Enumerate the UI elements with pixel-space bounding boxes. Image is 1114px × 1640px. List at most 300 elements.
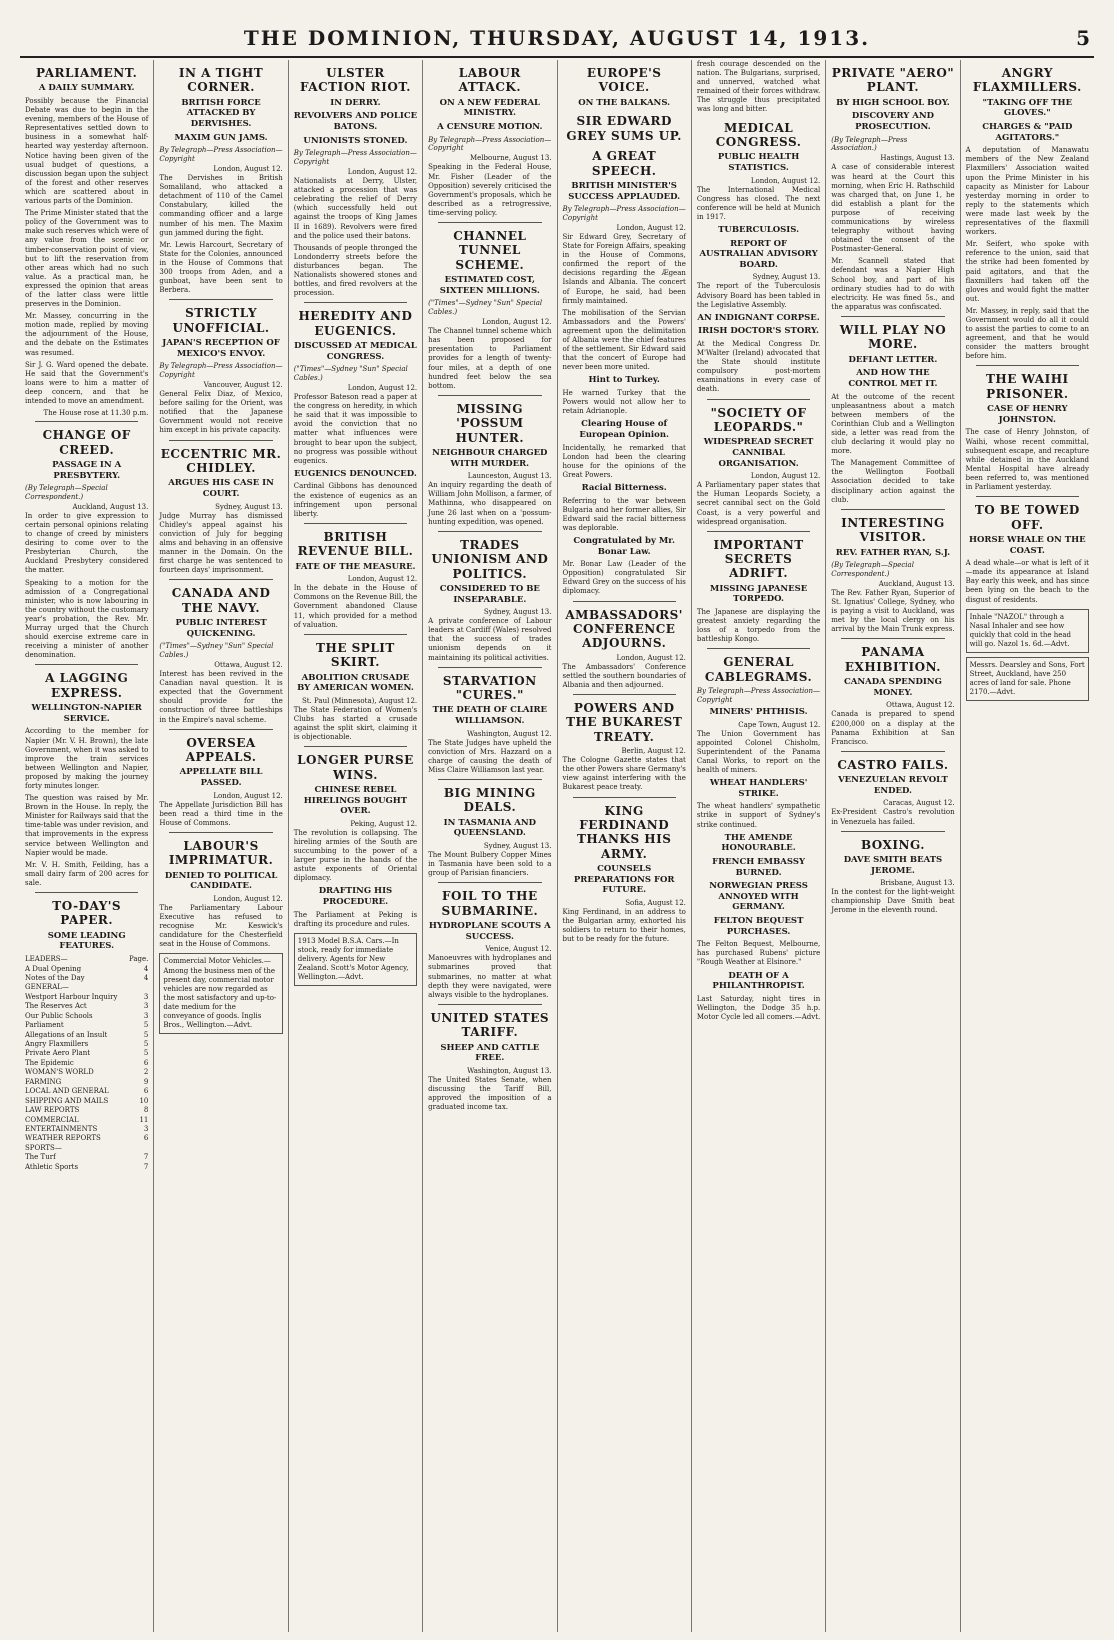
headline: INTERESTING VISITOR. bbox=[841, 515, 945, 545]
article-paragraph: The State Judges have upheld the conviction of Mrs. Hazzard on a charge of causing the death of Miss Claire Williamson last year. bbox=[428, 738, 552, 774]
contents-page: 3 bbox=[143, 1124, 149, 1133]
contents-label: Westport Harbour Inquiry bbox=[25, 992, 118, 1001]
dateline: London, August 12. bbox=[213, 791, 283, 800]
subheading: CONSIDERED TO BE INSEPARABLE. bbox=[439, 583, 540, 605]
subheading: FATE OF THE MEASURE. bbox=[295, 561, 416, 572]
subheading: EUGENICS DENOUNCED. bbox=[294, 468, 417, 479]
column-rule bbox=[304, 634, 407, 635]
article-paragraph: Mr. V. H. Smith, Feilding, has a small dairy farm of 200 acres for sale. bbox=[25, 860, 149, 887]
article-paragraph: Last Saturday, night tires in Wellington, the Dodge 35 h.p. Motor Cycle led all comers.—Advt. bbox=[696, 994, 821, 1022]
subheading: MINERS' PHTHISIS. bbox=[709, 707, 808, 718]
contents-page: 5 bbox=[143, 1021, 149, 1030]
headline: CHANGE OF CREED. bbox=[42, 428, 131, 457]
article-paragraph: Mr. Massey, in reply, said that the Government would do all it could to assist the parties to come to an agreement, and that he would consider the matters brought before him. bbox=[965, 306, 1089, 361]
contents-label: The Turf bbox=[25, 1153, 56, 1162]
column-6 bbox=[692, 60, 826, 1632]
headline: ECCENTRIC MR. CHIDLEY. bbox=[160, 446, 282, 475]
contents-label: LEADERS— bbox=[25, 955, 68, 964]
contents-row bbox=[25, 1078, 148, 1087]
dateline: Caracas, August 12. bbox=[883, 799, 955, 808]
article-paragraph: Possibly because the Financial Debate was due to begin in the evening, members of the House of Representatives settled down to business in a somewhat half-hearted way yesterday afternoon. Notice having been given of the usual budget of questions, a discussion began upon the subject of the forest and other reserves which are scattered about in various parts of the Dominion. bbox=[25, 97, 149, 206]
subheading: CHINESE REBEL HIRELINGS BOUGHT OVER. bbox=[303, 784, 408, 817]
subheading: TUBERCULOSIS. bbox=[718, 224, 800, 235]
article-paragraph: In order to give expression to certain personal opinions relating to change of creed by ministers desiring to come over to the Presbyterian Church, the Auckland Presbytery considered the matter. bbox=[25, 511, 149, 575]
subheading: AN INDIGNANT CORPSE. bbox=[697, 312, 820, 323]
article-paragraph: The mobilisation of the Servian Ambassadors and the Powers' agreement upon the delimitation of Albania were the chief features of the settlement. Sir Edward said that the concert of Europe had never been more united. bbox=[562, 308, 686, 372]
subheading: Hint to Turkey. bbox=[588, 375, 660, 386]
contents-label: Notes of the Day bbox=[25, 973, 85, 982]
contents-page: 8 bbox=[143, 1106, 149, 1115]
subheading: DENIED TO POLITICAL CANDIDATE. bbox=[164, 870, 278, 892]
contents-label: The Epidemic bbox=[25, 1058, 74, 1067]
contents-label: Our Public Schools bbox=[25, 1011, 93, 1020]
contents-label: Allegations of an Insult bbox=[25, 1030, 108, 1039]
subheading: COUNSELS PREPARATIONS FOR FUTURE. bbox=[573, 864, 675, 896]
article-paragraph: Mr. Massey, concurring in the motion made, replied by moving the adjournment of the House, and the debate on the Estimates was resumed. bbox=[25, 312, 149, 357]
subheading: ON A NEW FEDERAL MINISTRY. bbox=[439, 97, 541, 119]
article-paragraph: fresh courage descended on the nation. The Bulgarians, surprised, and unnerved, watched what remained of their forces withdraw. The struggle thus precipitated was long and bitter. bbox=[696, 60, 821, 114]
advertisement: Inhale "NAZOL" through a Nasal Inhaler and see how quickly that cold in the head will go. Nazol 1s. 6d.—Advt. bbox=[966, 609, 1089, 653]
contents-row bbox=[25, 1097, 148, 1106]
dateline: Sofia, August 12. bbox=[625, 899, 686, 907]
subheading: THE DEATH OF CLAIRE WILLIAMSON. bbox=[432, 705, 547, 727]
headline: UNITED STATES TARIFF. bbox=[430, 1010, 550, 1040]
headline: STARVATION "CURES." bbox=[442, 673, 537, 703]
contents-page: 6 bbox=[143, 1087, 149, 1096]
contents-row bbox=[25, 1163, 148, 1172]
contents-page: Page. bbox=[128, 955, 149, 964]
dateline: Peking, August 12. bbox=[350, 819, 418, 828]
column-rule bbox=[35, 664, 138, 665]
headline: PANAMA EXHIBITION. bbox=[844, 645, 941, 674]
subheading: Congratulated by Mr. Bonar Law. bbox=[573, 535, 675, 557]
headline: GENERAL CABLEGRAMS. bbox=[704, 655, 813, 684]
subheading: BY HIGH SCHOOL BOY. bbox=[836, 97, 950, 108]
column-8 bbox=[961, 60, 1094, 1632]
contents-row bbox=[25, 965, 148, 974]
headline: "SOCIETY OF LEOPARDS." bbox=[710, 405, 807, 434]
contents-label: A Dual Opening bbox=[25, 964, 82, 973]
column-1 bbox=[20, 60, 154, 1632]
column-rule bbox=[35, 421, 138, 422]
column-4 bbox=[423, 60, 557, 1632]
column-rule bbox=[438, 779, 541, 780]
contents-page: 3 bbox=[143, 1002, 149, 1011]
headline: KING FERDINAND THANKS HIS ARMY. bbox=[576, 803, 672, 861]
contents-page: 5 bbox=[143, 1030, 149, 1039]
byline: ("Times"—Sydney "Sun" Special Cables.) bbox=[159, 642, 274, 659]
masthead-title: THE DOMINION, THURSDAY, AUGUST 14, 1913. bbox=[243, 26, 871, 50]
column-rule bbox=[573, 601, 676, 602]
dateline: Sydney, August 13. bbox=[483, 608, 552, 617]
contents-row bbox=[25, 983, 148, 992]
headline: OVERSEA APPEALS. bbox=[185, 735, 257, 765]
contents-label: Private Aero Plant bbox=[25, 1049, 91, 1058]
byline: (By Telegraph—Special Correspondent.) bbox=[831, 561, 914, 578]
contents-row bbox=[25, 1049, 148, 1058]
page-number: 5 bbox=[1076, 26, 1090, 50]
contents-row bbox=[25, 1012, 148, 1021]
contents-row bbox=[25, 1125, 148, 1134]
column-rule bbox=[438, 667, 541, 668]
contents-label: Angry Flaxmillers bbox=[25, 1040, 89, 1049]
article-paragraph: The Cologne Gazette states that the other Powers share Germany's view against interfering with the Bukarest peace treaty. bbox=[562, 756, 686, 792]
advertisement: Commercial Motor Vehicles.—Among the business men of the present day, commercial motor vehicles are now regarded as the most satisfactory and up-to-date medium for the conveyance of goods. Inglis Bros., Wellington.—Advt. bbox=[159, 953, 282, 1034]
article-paragraph: He warned Turkey that the Powers would not allow her to retain Adrianople. bbox=[562, 389, 686, 416]
dateline: Hastings, August 13. bbox=[880, 154, 955, 163]
subheading: CANADA SPENDING MONEY. bbox=[844, 677, 942, 698]
contents-row bbox=[25, 1068, 148, 1077]
contents-page: 5 bbox=[143, 1049, 149, 1058]
dateline: Venice, August 12. bbox=[485, 945, 552, 954]
byline: (By Telegraph—Press Association.) bbox=[831, 135, 908, 153]
subheading: PUBLIC HEALTH STATISTICS. bbox=[717, 152, 800, 173]
subheading: A CENSURE MOTION. bbox=[437, 122, 543, 133]
byline: By Telegraph—Press Association—Copyright bbox=[293, 149, 417, 166]
article-paragraph: Mr. Scannell stated that defendant was a Napier High School boy, and part of his ordinary studies had to do with electricity. He was fined 5s., and the apparatus was confiscated. bbox=[831, 257, 955, 311]
subheading: WIDESPREAD SECRET CANNIBAL ORGANISATION. bbox=[703, 437, 814, 469]
contents-row bbox=[25, 955, 148, 964]
column-rule bbox=[841, 751, 944, 752]
contents-label: SPORTS— bbox=[25, 1143, 62, 1152]
byline: By Telegraph—Press Association—Copyright bbox=[428, 135, 552, 153]
contents-page: 3 bbox=[143, 1011, 149, 1020]
subheading: FELTON BEQUEST PURCHASES. bbox=[713, 916, 804, 937]
dateline: Berlin, August 12. bbox=[621, 747, 686, 756]
column-rule bbox=[438, 222, 541, 223]
contents-page: 7 bbox=[143, 1162, 149, 1171]
column-rule bbox=[169, 832, 272, 833]
contents-label: FARMING bbox=[25, 1077, 62, 1086]
subheading: DRAFTING HIS PROCEDURE. bbox=[318, 886, 393, 907]
article-paragraph: An inquiry regarding the death of William John Mollison, a farmer, of Mathinna, who disappeared on June 26 last when on a 'possum-hunting expedition, was opened. bbox=[428, 481, 552, 526]
subheading: FRENCH EMBASSY BURNED. bbox=[712, 856, 806, 878]
headline: CASTRO FAILS. bbox=[837, 757, 949, 772]
contents-page: 7 bbox=[143, 1153, 149, 1162]
column-rule bbox=[707, 531, 810, 532]
article-paragraph: The wheat handlers' sympathetic strike in support of Sydney's strike continued. bbox=[696, 802, 821, 829]
contents-page: 6 bbox=[143, 1134, 149, 1143]
contents-row bbox=[25, 1153, 148, 1162]
article-paragraph: The Rev. Father Ryan, Superior of St. Ignatius' College, Sydney, who is paying a visit to Auckland, was met by the local clergy on his arrival by the Main Trunk express. bbox=[831, 588, 955, 634]
advertisement: Messrs. Dearsley and Sons, Fort Street, Auckland, have 250 acres of land for sale. Phone 2170.—Advt. bbox=[966, 657, 1089, 701]
dateline: London, August 12. bbox=[213, 165, 283, 174]
contents-page bbox=[126, 1144, 148, 1153]
contents-page: 4 bbox=[143, 973, 149, 982]
advertisement: 1913 Model B.S.A. Cars.—In stock, ready for immediate delivery. Agents for New Zealand. Scott's Motor Agency, Wellington.—Advt. bbox=[294, 933, 417, 986]
byline: (By Telegraph—Special Correspondent.) bbox=[25, 484, 108, 501]
contents-label: Parliament bbox=[25, 1021, 64, 1030]
subheading: HORSE WHALE ON THE COAST. bbox=[968, 534, 1086, 556]
subheading: SOME LEADING FEATURES. bbox=[47, 930, 126, 952]
subheading: THE AMENDE HONOURABLE. bbox=[721, 832, 796, 854]
column-rule bbox=[976, 496, 1079, 497]
contents-row bbox=[25, 993, 148, 1002]
contents-row bbox=[25, 1002, 148, 1011]
contents-page: 9 bbox=[143, 1077, 149, 1086]
article-paragraph: The Dervishes in British Somaliland, who attacked a detachment of 110 of the Camel Constabulary, killed the commanding officer and a large number of his men. The Maxim gun jammed during the fight. bbox=[159, 174, 283, 237]
dateline: Melbourne, August 13. bbox=[469, 154, 552, 163]
subheading: BRITISH FORCE ATTACKED BY DERVISHES. bbox=[181, 97, 261, 130]
byline: By Telegraph—Press Association—Copyright bbox=[159, 362, 283, 379]
article-paragraph: The Felton Bequest, Melbourne, has purchased Rubens' picture "Rough Weather at Elsinore." bbox=[696, 940, 821, 967]
subheading: MAXIM GUN JAMS. bbox=[174, 132, 268, 143]
contents-row bbox=[25, 1031, 148, 1040]
headline: CANADA AND THE NAVY. bbox=[171, 586, 271, 615]
dateline: Washington, August 12. bbox=[467, 729, 552, 738]
article-paragraph: The Parliament at Peking is drafting its procedure and rules. bbox=[293, 910, 418, 928]
headline: HEREDITY AND EUGENICS. bbox=[298, 309, 413, 338]
contents-label: LAW REPORTS bbox=[25, 1106, 80, 1115]
dateline: Auckland, August 13. bbox=[878, 579, 955, 588]
subheading: IRISH DOCTOR'S STORY. bbox=[698, 326, 819, 337]
article-columns bbox=[20, 60, 1094, 1632]
column-rule bbox=[304, 523, 407, 524]
subheading: A DAILY SUMMARY. bbox=[38, 83, 135, 94]
subheading: JAPAN'S RECEPTION OF MEXICO'S ENVOY. bbox=[162, 338, 280, 359]
column-5 bbox=[558, 60, 692, 1632]
contents-label: ENTERTAINMENTS bbox=[25, 1124, 98, 1133]
article-paragraph: A Parliamentary paper states that the Human Leopards Society, a secret cannibal sect on the Gold Coast, is a very powerful and widespread organisation. bbox=[696, 481, 821, 526]
dateline: London, August 12. bbox=[616, 653, 686, 662]
subheading: NORWEGIAN PRESS ANNOYED WITH GERMANY. bbox=[709, 881, 808, 913]
article-paragraph: The case of Henry Johnston, of Waihi, whose recent committal, subsequent escape, and recapture while detained in the Auckland Mental Hospital have already been referred to, was mentioned in Parliament yesterday. bbox=[965, 428, 1089, 492]
article-paragraph: The Parliamentary Labour Executive has refused to recognise Mr. Keswick's candidature for the Chesterfield seat in the House of Commons. bbox=[159, 903, 283, 949]
dateline: Auckland, August 13. bbox=[72, 502, 149, 511]
subheading: Racial Bitterness. bbox=[581, 482, 667, 493]
subheading: AND HOW THE CONTROL MET IT. bbox=[848, 368, 938, 389]
column-rule bbox=[304, 746, 407, 747]
contents-row bbox=[25, 1040, 148, 1049]
subheading: DEATH OF A PHILANTHROPIST. bbox=[712, 970, 805, 992]
headline: WILL PLAY NO MORE. bbox=[839, 322, 947, 352]
contents-label: LOCAL AND GENERAL bbox=[25, 1087, 109, 1096]
article-paragraph: Cardinal Gibbons has denounced the existence of eugenics as an infringement upon personal liberty. bbox=[293, 482, 418, 518]
headline: THE SPLIT SKIRT. bbox=[316, 640, 395, 670]
dateline: Ottawa, August 12. bbox=[886, 701, 955, 710]
contents-label: The Reserves Act bbox=[25, 1002, 87, 1011]
article-paragraph: At the Medical Congress Dr. M'Walter (Ireland) advocated that the State should institute compulsory post-mortem examinations in every case of death. bbox=[696, 340, 821, 394]
column-rule bbox=[438, 882, 541, 883]
masthead bbox=[20, 22, 1094, 58]
subheading: ESTIMATED COST, SIXTEEN MILLIONS. bbox=[439, 275, 540, 296]
subheading: IN TASMANIA AND QUEENSLAND. bbox=[443, 817, 536, 839]
article-paragraph: Manoeuvres with hydroplanes and submarines proved that submarines, no matter at what depth they were navigated, were always visible to the hydroplanes. bbox=[428, 954, 552, 999]
article-paragraph: Sir J. G. Ward opened the debate. He said that the Government's loans were to him a matter of deep concern, and that he intended to move an amendment. bbox=[25, 360, 149, 406]
subheading: IN DERRY. bbox=[330, 97, 381, 108]
contents-label: Athletic Sports bbox=[25, 1162, 79, 1171]
headline: ANGRY FLAXMILLERS. bbox=[972, 66, 1082, 95]
headline: LONGER PURSE WINS. bbox=[297, 753, 414, 782]
column-rule bbox=[841, 831, 944, 832]
contents-label: WOMAN'S WORLD bbox=[25, 1068, 94, 1077]
contents-row bbox=[25, 1087, 148, 1096]
column-rule bbox=[707, 648, 810, 649]
subheading: DAVE SMITH BEATS JEROME. bbox=[843, 855, 943, 876]
headline: ULSTER FACTION RIOT. bbox=[299, 66, 411, 95]
column-rule bbox=[841, 509, 944, 510]
article-paragraph: Canada is prepared to spend £200,000 on a display at the Panama Exhibition at San Francisco. bbox=[831, 710, 955, 746]
contents-row bbox=[25, 1021, 148, 1030]
dateline: Washington, August 13. bbox=[467, 1066, 552, 1075]
headline: IN A TIGHT CORNER. bbox=[178, 66, 264, 95]
headline: BRITISH REVENUE BILL. bbox=[297, 529, 414, 559]
article-paragraph: The International Medical Congress has closed. The next conference will be held at Munich in 1917. bbox=[696, 185, 821, 221]
column-rule bbox=[304, 302, 407, 303]
headline: EUROPE'S VOICE. bbox=[586, 66, 662, 95]
headline: BOXING. bbox=[860, 837, 925, 852]
article-paragraph: The Union Government has appointed Colonel Chisholm, Superintendent of the Panama Canal Works, to report on the health of miners. bbox=[696, 729, 821, 775]
dateline: Cape Town, August 12. bbox=[738, 720, 821, 729]
article-paragraph: A private conference of Labour leaders at Cardiff (Wales) resolved that the success of trades unionism depends on it maintaining its political activities. bbox=[428, 617, 552, 662]
subheading: WHEAT HANDLERS' STRIKE. bbox=[709, 778, 808, 799]
article-paragraph: The question was raised by Mr. Brown in the House. In reply, the Minister for Railways said that the time-table was under revision, and that improvements in the express service between Wellington and Napier would be made. bbox=[25, 794, 149, 857]
article-paragraph: The Channel tunnel scheme which has been proposed for presentation to Parliament provides for a length of twenty-four miles, at a depth of one hundred feet below the sea bottom. bbox=[428, 327, 552, 390]
headline: TRADES UNIONISM AND POLITICS. bbox=[431, 537, 549, 581]
headline: A LAGGING EXPRESS. bbox=[45, 671, 129, 700]
subheading: "TAKING OFF THE GLOVES." bbox=[982, 97, 1073, 119]
subheading: ON THE BALKANS. bbox=[578, 97, 671, 108]
article-paragraph: A case of considerable interest was heard at the Court this morning, when Eric H. Rathschild was charged that, on June 1, he did establish a plant for the purpose of receiving communications by wireless telegraphy without having obtained the consent of the Postmaster-General. bbox=[831, 163, 955, 254]
dateline: St. Paul (Minnesota), August 12. bbox=[301, 696, 418, 705]
article-paragraph: A dead whale—or what is left of it—made its appearance at Island Bay early this week, and has since been lying on the beach to the disgust of residents. bbox=[965, 559, 1089, 604]
contents-row bbox=[25, 1116, 148, 1125]
subheading: ABOLITION CRUSADE BY AMERICAN WOMEN. bbox=[297, 672, 414, 694]
dateline: The House rose at 11.30 p.m. bbox=[43, 409, 149, 418]
headline: MEDICAL CONGRESS. bbox=[715, 120, 802, 149]
subheading: Clearing House of European Opinion. bbox=[579, 419, 669, 440]
byline: ("Times"—Sydney "Sun" Special Cables.) bbox=[428, 299, 543, 316]
headline: MISSING 'POSSUM HUNTER. bbox=[455, 401, 525, 445]
contents-row bbox=[25, 1059, 148, 1068]
subheading: BRITISH MINISTER'S SUCCESS APPLAUDED. bbox=[568, 180, 681, 202]
subheading: SHEEP AND CATTLE FREE. bbox=[440, 1042, 540, 1064]
article-paragraph: The Management Committee of the Wellington Football Association decided to take disciplinary action against the club. bbox=[831, 459, 955, 504]
headline: LABOUR'S IMPRIMATUR. bbox=[168, 838, 274, 868]
headline: POWERS AND THE BUKAREST TREATY. bbox=[566, 701, 683, 744]
article-paragraph: Sir Edward Grey, Secretary of State for Foreign Affairs, speaking in the House of Commons, confirmed the report of the decisions regarding the Ægean Islands and Albania. The concert of Europe, he said, had been firmly maintained. bbox=[562, 233, 686, 305]
column-rule bbox=[35, 892, 138, 893]
article-paragraph: The Prime Minister stated that the policy of the Government was to make such reserves which were of any value from the scenic or timber-conservation point of view, but to lift the reservation from other areas which had no such value. As a practical man, he expressed the opinion that areas of the latter class were little preserves in the Dominion. bbox=[25, 209, 149, 309]
article-paragraph: The Appellate Jurisdiction Bill has been read a third time in the House of Commons. bbox=[159, 800, 283, 827]
article-paragraph: The Mount Bulbery Copper Mines in Tasmania have been sold to a group of Parisian financiers. bbox=[428, 851, 552, 878]
article-paragraph: In the debate in the House of Commons on the Revenue Bill, the Government abandoned Clause 11, which provided for a method of valuation. bbox=[293, 584, 418, 629]
dateline: Launceston, August 13. bbox=[467, 472, 552, 481]
contents-label: WEATHER REPORTS bbox=[25, 1134, 101, 1143]
headline: SIR EDWARD GREY SUMS UP. bbox=[566, 114, 682, 143]
article-paragraph: Thousands of people thronged the Londonderry streets before the disturbances began. The Nationalists showered stones and bottles, and fired revolvers at the procession. bbox=[293, 243, 418, 298]
column-rule bbox=[976, 365, 1079, 366]
subheading: ARGUES HIS CASE IN COURT. bbox=[168, 478, 274, 499]
contents-row bbox=[25, 974, 148, 983]
article-paragraph: According to the member for Napier (Mr. V. H. Brown), the late Government, when it was asked to improve the train services between Wellington and Napier, proposed by making the journey forty minutes longer. bbox=[25, 727, 149, 791]
article-paragraph: Referring to the war between Bulgaria and her former allies, Sir Edward said the racial bitterness was deplorable. bbox=[562, 496, 686, 532]
article-paragraph: The report of the Tuberculosis Advisory Board has been tabled in the Legislative Assembly. bbox=[696, 282, 821, 309]
column-2 bbox=[154, 60, 288, 1632]
article-paragraph: The Japanese are displaying the greatest anxiety regarding the loss of a torpedo from the battleship Kongo. bbox=[696, 608, 821, 644]
column-rule bbox=[169, 729, 272, 730]
contents-page: 2 bbox=[143, 1068, 149, 1077]
byline: ("Times"—Sydney "Sun" Special Cables.) bbox=[293, 365, 408, 382]
byline: By Telegraph—Press Association—Copyright bbox=[159, 146, 283, 163]
subheading: NEIGHBOUR CHARGED WITH MURDER. bbox=[432, 448, 548, 469]
headline: TO BE TOWED OFF. bbox=[974, 503, 1080, 532]
dateline: London, August 12. bbox=[616, 224, 686, 232]
article-paragraph: The revolution is collapsing. The hireling armies of the South are succumbing to the power of a larger purse in the hands of the astute exponents of Oriental diplomacy. bbox=[293, 828, 418, 883]
subheading: DISCOVERY AND PROSECUTION. bbox=[851, 111, 935, 133]
column-rule bbox=[169, 440, 272, 441]
contents-page: 3 bbox=[143, 992, 149, 1001]
article-paragraph: The Ambassadors' Conference settled the southern boundaries of Albania and then adjourned. bbox=[562, 662, 686, 689]
column-3 bbox=[289, 60, 423, 1632]
article-paragraph: Mr. Lewis Harcourt, Secretary of State for the Colonies, announced in the House of Commons that 300 troops from Aden, and a gunboat, have been sent to Berbera. bbox=[159, 240, 283, 295]
article-paragraph: The United States Senate, when discussing the Tariff Bill, approved the imposition of a graduated income tax. bbox=[428, 1075, 552, 1112]
subheading: PUBLIC INTEREST QUICKENING. bbox=[175, 618, 267, 639]
contents-page: 11 bbox=[139, 1115, 149, 1124]
headline: BIG MINING DEALS. bbox=[443, 786, 536, 815]
dateline: London, August 12. bbox=[213, 894, 283, 903]
subheading: DEFIANT LETTER. bbox=[848, 354, 938, 365]
dateline: London, August 12. bbox=[750, 176, 821, 185]
column-rule bbox=[841, 316, 944, 317]
headline: FOIL TO THE SUBMARINE. bbox=[441, 889, 539, 918]
article-paragraph: Speaking in the Federal House, Mr. Fisher (Leader of the Opposition) severely criticised the Government's proposals, which he described as a retrogressive, time-serving policy. bbox=[428, 163, 552, 217]
contents-page bbox=[126, 983, 148, 992]
headline: LABOUR ATTACK. bbox=[458, 66, 522, 95]
contents-label: COMMERCIAL bbox=[25, 1115, 79, 1124]
subheading: PASSAGE IN A PRESBYTERY. bbox=[52, 459, 122, 481]
article-paragraph: Nationalists at Derry, Ulster, attacked a procession that was celebrating the relief of Derry (which successfully held out against the troops of King James II in 1689). Revolvers were fired and the police used their batons. bbox=[293, 177, 418, 240]
headline: AMBASSADORS' CONFERENCE ADJOURNS. bbox=[565, 607, 683, 651]
subheading: HYDROPLANE SCOUTS A SUCCESS. bbox=[428, 921, 551, 942]
subheading: REV. FATHER RYAN, S.J. bbox=[835, 547, 951, 558]
subheading: VENEZUELAN REVOLT ENDED. bbox=[838, 775, 948, 796]
article-paragraph: Judge Murray has dismissed Chidley's appeal against his conviction of July for begging alms and behaving in an offensive manner in the Domain. On the first charge he was sentenced to fourteen days' imprisonment. bbox=[159, 511, 283, 575]
dateline: London, August 12. bbox=[482, 318, 552, 327]
headline: STRICTLY UNOFFICIAL. bbox=[172, 306, 270, 335]
dateline: London, August 12. bbox=[347, 384, 418, 393]
headline: A GREAT SPEECH. bbox=[591, 149, 657, 178]
article-paragraph: Interest has been revived in the Canadian naval question. It is expected that the Government should provide for the construction of three battleships in the Empire's naval scheme. bbox=[159, 670, 283, 724]
column-rule bbox=[169, 299, 272, 300]
headline: PRIVATE "AERO" PLANT. bbox=[831, 66, 955, 95]
headline: THE WAIHI PRISONER. bbox=[985, 372, 1069, 401]
article-paragraph: A deputation of Manawatu members of the New Zealand Flaxmillers' Association waited upon the Prime Minister in his capacity as Minister for Labour yesterday morning in order to reply to the statements which were made last week by the representatives of the flaxmill workers. bbox=[965, 146, 1089, 237]
subheading: APPELLATE BILL PASSED. bbox=[179, 767, 263, 789]
contents-row bbox=[25, 1106, 148, 1115]
article-paragraph: Ex-President Castro's revolution in Venezuela has failed. bbox=[831, 808, 955, 826]
contents-page: 5 bbox=[143, 1040, 149, 1049]
contents-row bbox=[25, 1144, 148, 1153]
article-paragraph: Professor Bateson read a paper at the congress on heredity, in which he said that it was impossible to avoid the conviction that no matter what influences were brought to bear upon the subject, no progress was possible without eugenics. bbox=[293, 393, 418, 465]
article-paragraph: Mr. Seifert, who spoke with reference to the union, said that the strike had been fomented by paid agitators, and that the flaxmillers had taken off the gloves and would fight the matter out. bbox=[965, 240, 1089, 303]
dateline: Sydney, August 13. bbox=[752, 273, 821, 282]
column-rule bbox=[438, 531, 541, 532]
contents-row bbox=[25, 1134, 148, 1143]
column-rule bbox=[438, 395, 541, 396]
headline: CHANNEL TUNNEL SCHEME. bbox=[453, 229, 527, 272]
subheading: DISCUSSED AT MEDICAL CONGRESS. bbox=[294, 341, 417, 362]
subheading: WELLINGTON-NAPIER SERVICE. bbox=[31, 703, 142, 724]
subheading: CHARGES & "PAID AGITATORS." bbox=[982, 122, 1073, 143]
article-paragraph: The State Federation of Women's Clubs has started a crusade against the split skirt, claiming it is objectionable. bbox=[293, 705, 418, 742]
headline: TO-DAY'S PAPER. bbox=[52, 899, 122, 928]
headline: IMPORTANT SECRETS ADRIFT. bbox=[713, 537, 804, 581]
dateline: Ottawa, August 12. bbox=[214, 661, 283, 670]
subheading: REPORT OF AUSTRALIAN ADVISORY BOARD. bbox=[699, 238, 818, 270]
column-rule bbox=[841, 638, 944, 639]
column-rule bbox=[707, 399, 810, 400]
